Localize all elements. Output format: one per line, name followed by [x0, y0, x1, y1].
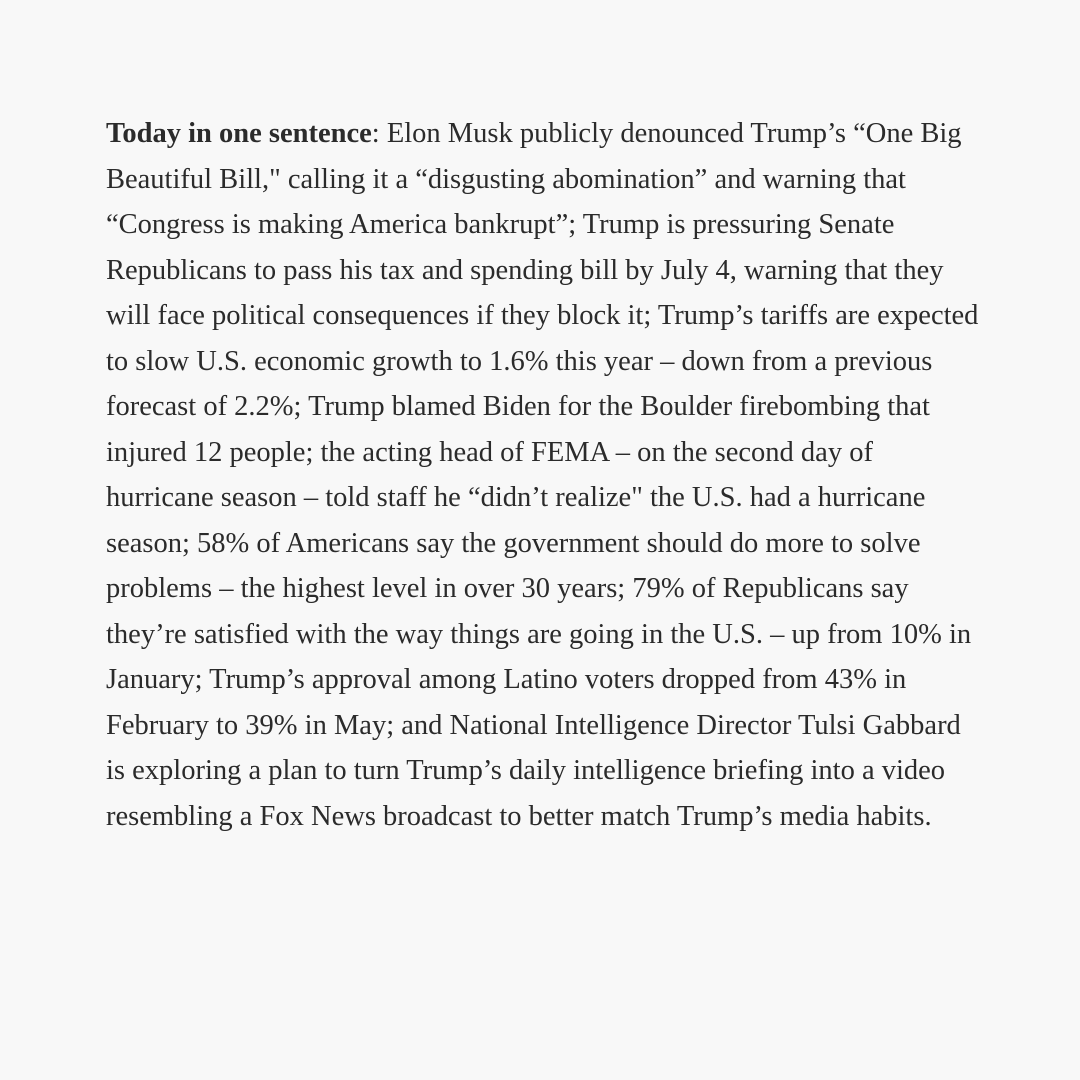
summary-body: Elon Musk publicly denounced Trump’s “One Big Beautiful Bill," calling it a “disgusting abomination” and warning that “Congress is making America bankrupt”; Trump is pressuring Senate Republicans to pass his tax and spending bill by July 4, warning that they will face political consequences if they block it; Trump’s tariffs are expected to slow U.S. economic growth to 1.6% this year – down from a previous forecast of 2.2%; Trump blamed Biden for the Boulder firebombing that injured 12 people; the acting head of FEMA – on the second day of hurricane season – told staff he “didn’t realize" the U.S. had a hurricane season; 58% of Americans say the government should do more to solve problems – the highest level in over 30 years; 79% of Republicans say they’re satisfied with the way things are going in the U.S. – up from 10% in January; Trump’s approval among Latino voters dropped from 43% in February to 39% in May; and National Intelligence Director Tulsi Gabbard is exploring a plan to turn Trump’s daily intelligence briefing into a video resembling a Fox News broadcast to better match Trump’s media habits. — [106, 118, 979, 832]
lead-separator: : — [371, 118, 387, 149]
summary-paragraph — [106, 111, 986, 839]
lead-heading: Today in one sentence — [106, 118, 372, 149]
